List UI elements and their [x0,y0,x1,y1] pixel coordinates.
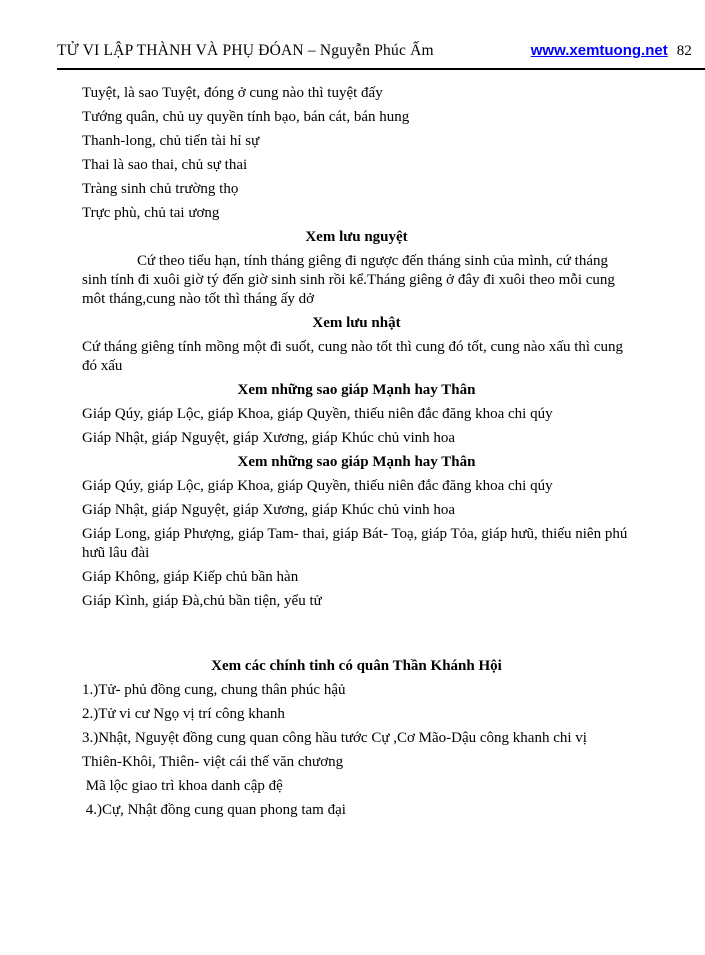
text-line: Tướng quân, chủ uy quyền tính bạo, bán cát, bán hung [82,109,410,125]
section-heading: Xem lưu nguyệt [305,229,408,245]
text-line: Giáp Qúy, giáp Lộc, giáp Khoa, giáp Quyền, thiếu niên đắc đăng khoa chi qúy [82,406,553,422]
document-body [0,70,705,820]
text-line: Cứ tháng giêng tính mồng một đi suốt, cung nào tốt thì cung đó tốt, cung nào xấu thì cung đó xấu [82,339,627,374]
page-number: 82 [676,43,692,59]
text-line: 1.)Tử- phủ đồng cung, chung thân phúc hậủ [82,682,346,698]
text-line: Giáp Kình, giáp Đà,chủ bần tiện, yểu tử [82,593,322,609]
page-header [57,42,693,60]
section-heading: Xem các chính tinh có quân Thần Khánh Hội [211,658,502,674]
document-title: TỬ VI LẬP THÀNH VÀ PHỤ ĐÓAN – Nguyễn Phúc Ấm [57,42,434,59]
text-line: Tràng sinh chủ trường thọ [82,181,239,197]
text-line: Giáp Không, giáp Kiếp chủ bần hàn [82,569,299,585]
text-line: Giáp Qúy, giáp Lộc, giáp Khoa, giáp Quyền, thiếu niên đắc đăng khoa chi qúy [82,478,553,494]
website-link[interactable]: www.xemtuong.net [530,42,668,59]
text-line: Tuyệt, là sao Tuyệt, đóng ở cung nào thì tuyệt đấy [82,85,383,101]
text-line: Giáp Nhật, giáp Nguyệt, giáp Xương, giáp Khúc chủ vinh hoa [82,430,456,446]
text-line: Cứ theo tiểu hạn, tính tháng giêng đi ngược đến tháng sinh của mình, cứ tháng sinh tính đi xuôi giờ tý đến giờ sinh sinh rồi kể.Tháng giêng ở đây đi xuôi theo mỗi cung môt tháng,cung nào tốt thì tháng ấy dở [82,253,619,307]
text-line: 2.)Tử vi cư Ngọ vị trí công khanh [82,706,285,722]
text-line: Thiên-Khôi, Thiên- việt cái thế văn chương [82,754,344,770]
text-line: Mã lộc giao trì khoa danh cập đệ [82,778,283,794]
text-line: Giáp Nhật, giáp Nguyệt, giáp Xương, giáp Khúc chủ vinh hoa [82,502,456,518]
text-line: 4.)Cự, Nhật đồng cung quan phong tam đại [82,802,346,818]
section-heading: Xem những sao giáp Mạnh hay Thân [237,454,476,470]
text-line: Trực phù, chủ tai ương [82,205,220,221]
text-line: Giáp Long, giáp Phượng, giáp Tam- thai, giáp Bát- Toạ, giáp Tỏa, giáp hưũ, thiếu niên phú hưũ lâu đài [82,526,632,561]
text-line: Thai là sao thai, chủ sự thai [82,157,248,173]
section-heading: Xem những sao giáp Mạnh hay Thân [237,382,476,398]
section-heading: Xem lưu nhật [312,315,401,331]
text-line: Thanh-long, chủ tiến tài hỉ sự [82,133,260,149]
text-line: 3.)Nhật, Nguyệt đồng cung quan công hầu tước Cự ,Cơ Mão-Dậu công khanh chi vị [82,730,587,746]
